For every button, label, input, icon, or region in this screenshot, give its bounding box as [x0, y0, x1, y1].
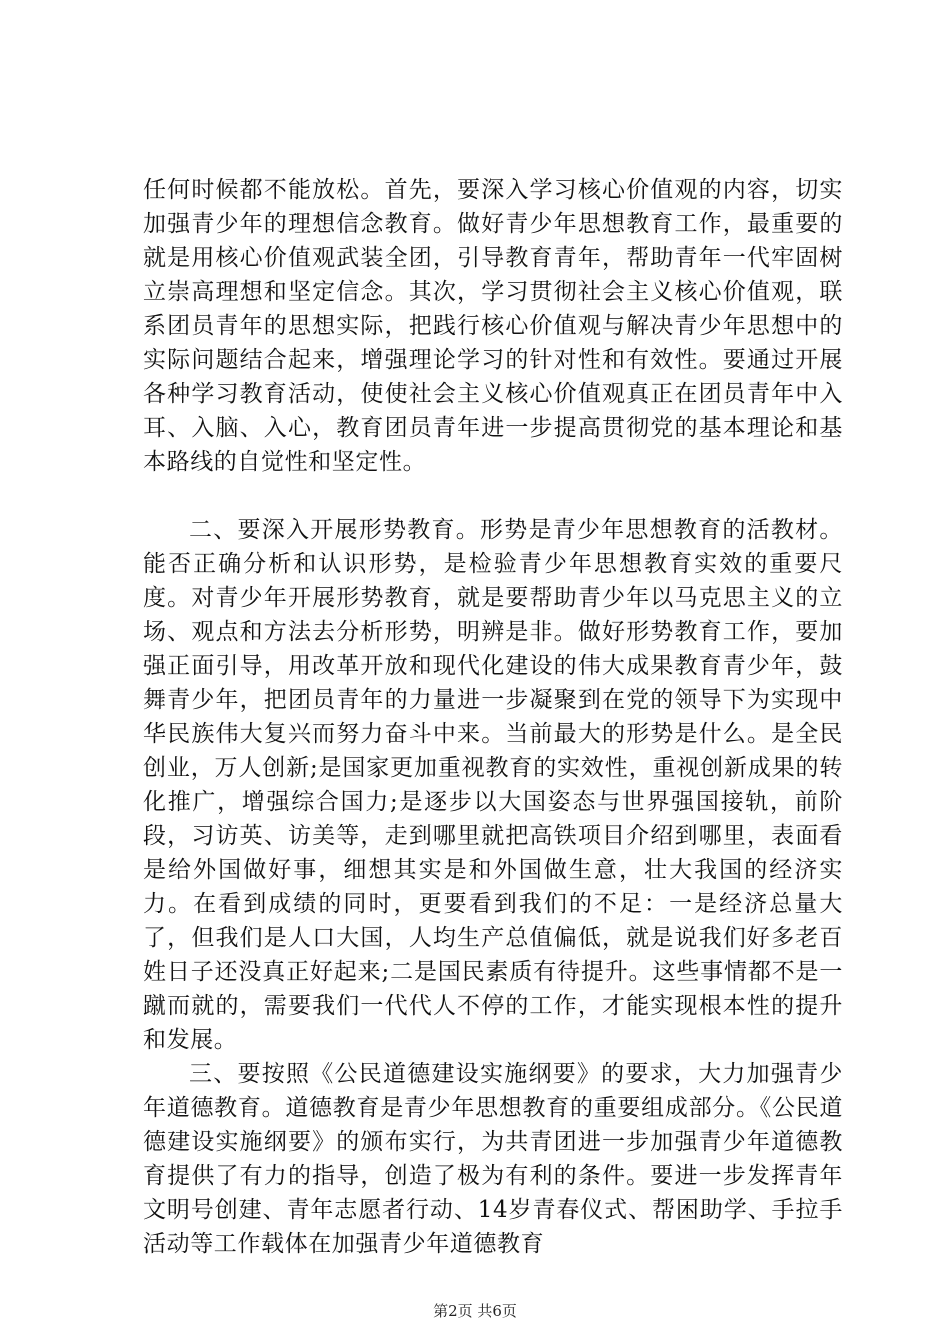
paragraph-situation-education: 二、要深入开展形势教育。形势是青少年思想教育的活教材。能否正确分析和认识形势，是检验青少年思想教育实效的重要尺度。对青少年开展形势教育，就是要帮助青少年以马克思主义的立场、观点和方法去分析形势，明辨是非。做好形势教育工作，要加强正面引导，用改革开放和现代化建设的伟大成果教育青少年，鼓舞青少年，把团员青年的力量进一步凝聚到在党的领导下为实现中华民族伟大复兴而努力奋斗中来。当前最大的形势是什么。是全民创业，万人创新;是国家更加重视教育的实效性，重视创新成果的转化推广，增强综合国力;是逐步以大国姿态与世界强国接轨，前阶段，习访英、访美等，走到哪里就把高铁项目介绍到哪里，表面看是给外国做好事，细想其实是和外国做生意，壮大我国的经济实力。在看到成绩的同时，更要看到我们的不足：一是经济总量大了，但我们是人口大国，人均生产总值偏低，就是说我们好多老百姓日子还没真正好起来;二是国民素质有待提升。这些事情都不是一蹴而就的，需要我们一代代人不停的工作，才能实现根本性的提升和发展。	[143, 517, 843, 1053]
page-footer: 第2页 共6页	[433, 1302, 517, 1320]
paragraph-continued: 任何时候都不能放松。首先，要深入学习核心价值观的内容，切实加强青少年的理想信念教育。做好青少年思想教育工作，最重要的就是用核心价值观武装全团，引导教育青年，帮助青年一代牢固树立崇高理想和坚定信念。其次，学习贯彻社会主义核心价值观，联系团员青年的思想实际，把践行核心价值观与解决青少年思想中的实际问题结合起来，增强理论学习的针对性和有效性。要通过开展各种学习教育活动，使使社会主义核心价值观真正在团员青年中入耳、入脑、入心，教育团员青年进一步提高贯彻党的基本理论和基本路线的自觉性和坚定性。	[143, 177, 843, 475]
document-body	[143, 173, 843, 1261]
paragraph-moral-education: 三、要按照《公民道德建设实施纲要》的要求，大力加强青少年道德教育。道德教育是青少年思想教育的重要组成部分。《公民道德建设实施纲要》的颁布实行，为共青团进一步加强青少年道德教育提供了有力的指导，创造了极为有利的条件。要进一步发挥青年文明号创建、青年志愿者行动、14岁青春仪式、帮困助学、手拉手活动等工作载体在加强青少年道德教育	[143, 1061, 843, 1257]
